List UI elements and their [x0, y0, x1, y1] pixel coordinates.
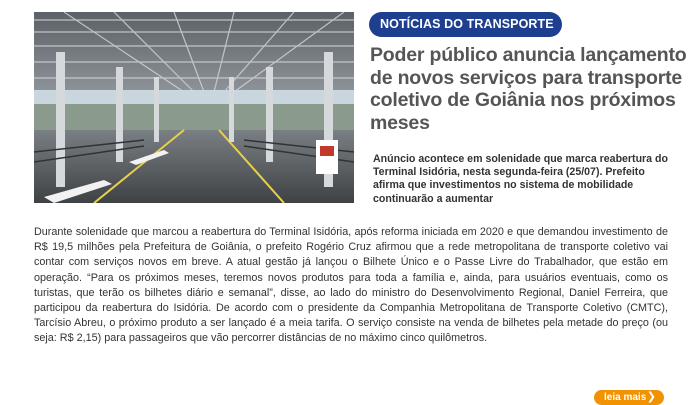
bus-terminal-photo [34, 12, 354, 203]
article-summary: Anúncio acontece em solenidade que marca reabertura do Terminal Isidória, nesta segunda-feira (25/07). Prefeito afirma que investimentos no sistema de mobilidade continuarão a aumentar [373, 153, 668, 205]
article-headline[interactable]: Poder público anuncia lançamento de novos serviços para transporte coletivo de Goiânia nos próximos meses [370, 44, 687, 134]
section-badge[interactable]: NOTÍCIAS DO TRANSPORTE [369, 12, 562, 37]
chevron-right-icon: ❯ [646, 391, 656, 403]
article-photo[interactable] [34, 12, 354, 203]
article-body: Durante solenidade que marcou a reabertura do Terminal Isidória, após reforma iniciada em 2020 e que demandou investimento de R$ 19,5 milhões pela Prefeitura de Goiânia, o prefeito Rogério Cruz afirmou que a rede metropolitana de transporte coletivo vai contar com serviços novos em breve. A atual gestão já lançou o Bilhete Único e o Passe Livre do Trabalhador, que estão em operação. “Para os próximos meses, teremos novos produtos para toda a família e, ainda, para usuários eventuais, como os turistas, que terão os bilhetes diário e semanal”, disse, ao lado do ministro do Desenvolvimento Regional, Daniel Ferreira, que participou da reabertura do Isidória. De acordo com o presidente da Companhia Metropolitana de Transporte Coletivo (CMTC), Tarcísio Abreu, o próximo produto a ser lançado é a meia tarifa. O serviço consiste na venda de bilhetes pela metade do preço (ou seja: R$ 2,15) para passageiros que vão percorrer distâncias de no máximo cinco quilômetros. [34, 226, 668, 345]
read-more-label: leia mais [604, 392, 647, 403]
read-more-button[interactable] [594, 390, 664, 405]
